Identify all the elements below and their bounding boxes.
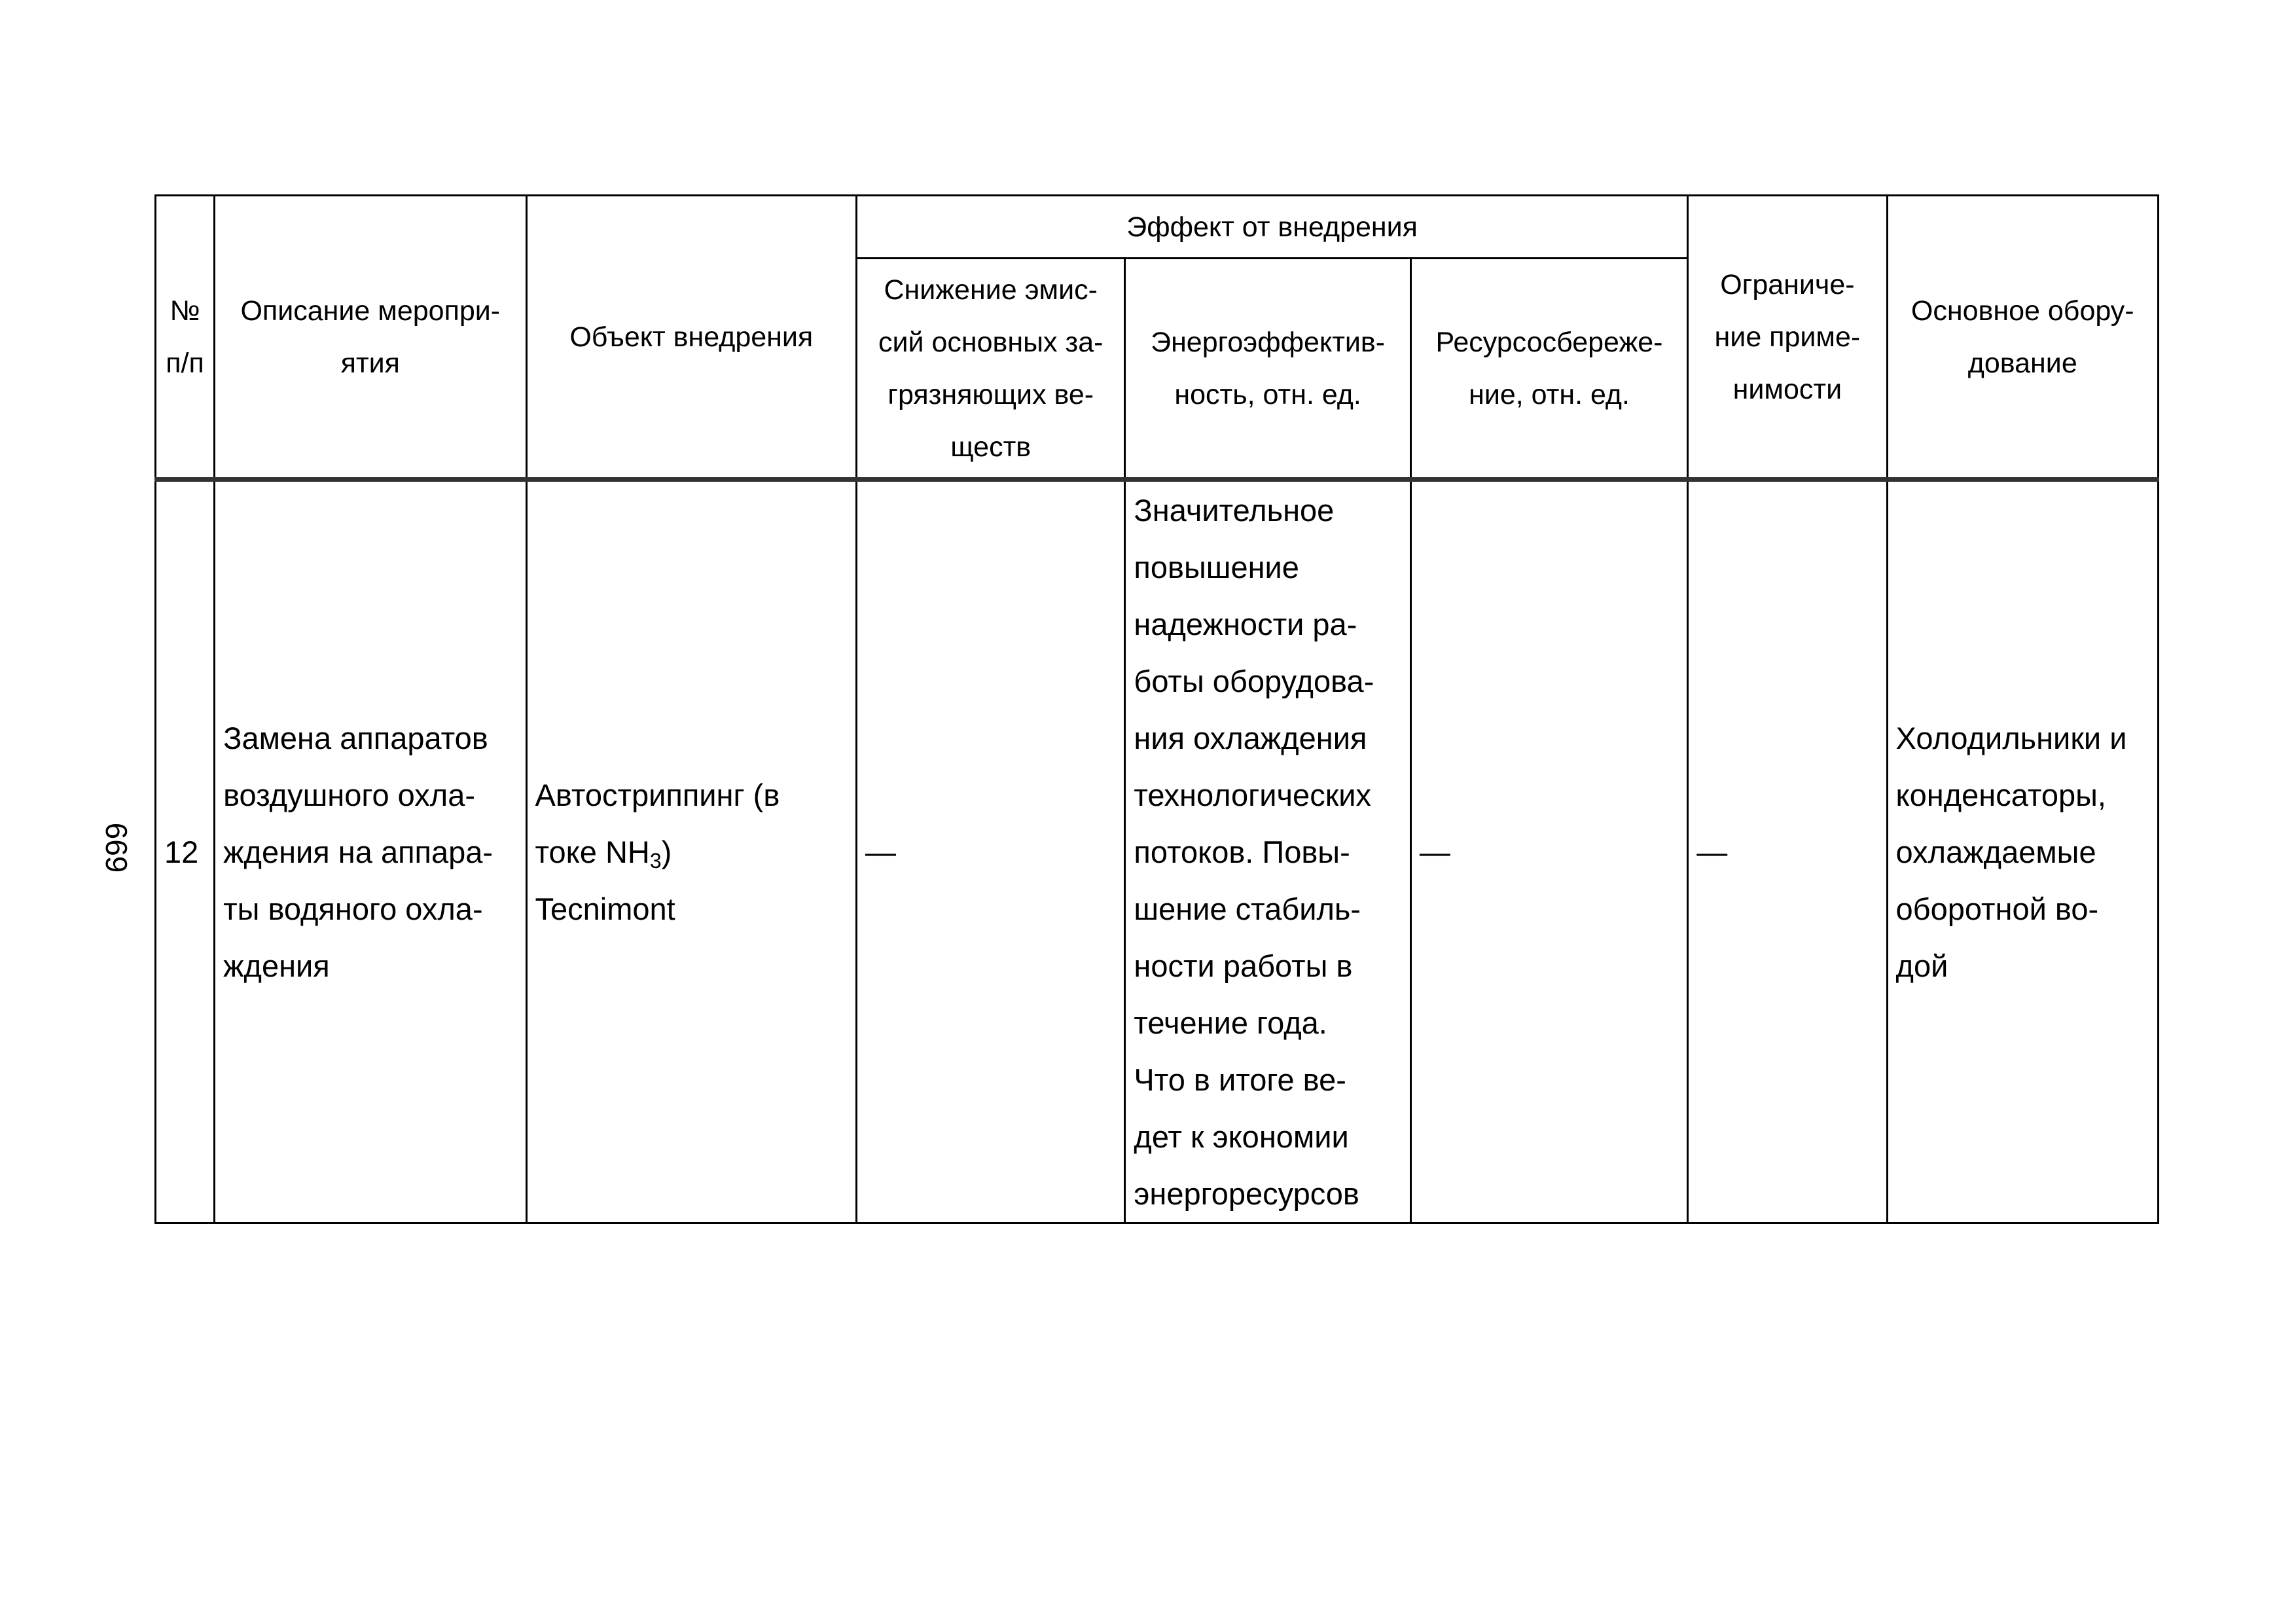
measures-table — [154, 194, 2159, 1224]
table-row — [156, 480, 2159, 1223]
header-equipment-text: Основное обору- дование — [1910, 295, 2134, 379]
header-energy-text: Энергоэффектив- ность, отн. ед. — [1151, 326, 1386, 410]
header-emissions-text: Снижение эмис- сий основных за- грязняющих ве- ществ — [878, 274, 1103, 463]
header-emissions — [857, 259, 1125, 480]
cell-num-text: 12 — [164, 835, 199, 869]
header-equipment — [1887, 196, 2158, 480]
header-resources — [1410, 259, 1687, 480]
cell-resources-text: — — [1419, 835, 1450, 869]
header-effect-group-text: Эффект от внедрения — [1126, 211, 1418, 243]
object-line-1: Автостриппинг (в — [535, 778, 780, 812]
cell-equipment — [1887, 480, 2158, 1223]
cell-description-text: Замена аппаратов воздушного охла- ждения на аппара- ты водяного охла- ждения — [223, 721, 493, 983]
object-line-2 — [535, 823, 848, 880]
cell-resources — [1410, 480, 1687, 1223]
cell-emissions-text: — — [865, 835, 897, 869]
header-object-text: Объект внедрения — [569, 321, 814, 353]
header-num — [156, 196, 215, 480]
cell-energy — [1125, 480, 1410, 1223]
object-line-3: Tecnimont — [535, 892, 675, 926]
page-number-text: 669 — [99, 822, 134, 873]
cell-object — [526, 480, 856, 1223]
object-line-2-suffix: ) — [661, 835, 672, 869]
header-effect-group — [857, 196, 1688, 259]
header-energy — [1125, 259, 1410, 480]
cell-energy-text: Значительное повышение надежности ра- боты оборудова- ния охлаждения технологических потоков. Повы- шение стабиль- ности работы в течение года. Что в итоге ве- дет к экономии энергоресурсов — [1134, 493, 1374, 1211]
header-description-text: Описание меропри- ятия — [240, 295, 501, 379]
cell-limitations-text: — — [1696, 835, 1728, 869]
cell-description — [215, 480, 526, 1223]
cell-num — [156, 480, 215, 1223]
object-line-2-subscript: 3 — [649, 849, 662, 873]
cell-limitations — [1688, 480, 1887, 1223]
header-num-text: № п/п — [166, 295, 204, 379]
header-limitations — [1688, 196, 1887, 480]
cell-emissions — [857, 480, 1125, 1223]
header-description — [215, 196, 526, 480]
header-resources-text: Ресурсосбереже- ние, отн. ед. — [1435, 326, 1663, 410]
header-limitations-text: Ограниче- ние приме- нимости — [1714, 268, 1861, 405]
cell-equipment-text: Холодильники и конденсаторы, охлаждаемые оборотной во- дой — [1895, 721, 2127, 983]
object-line-2-prefix: токе NH — [535, 835, 650, 869]
header-object — [526, 196, 856, 480]
header-row-1 — [156, 196, 2159, 259]
